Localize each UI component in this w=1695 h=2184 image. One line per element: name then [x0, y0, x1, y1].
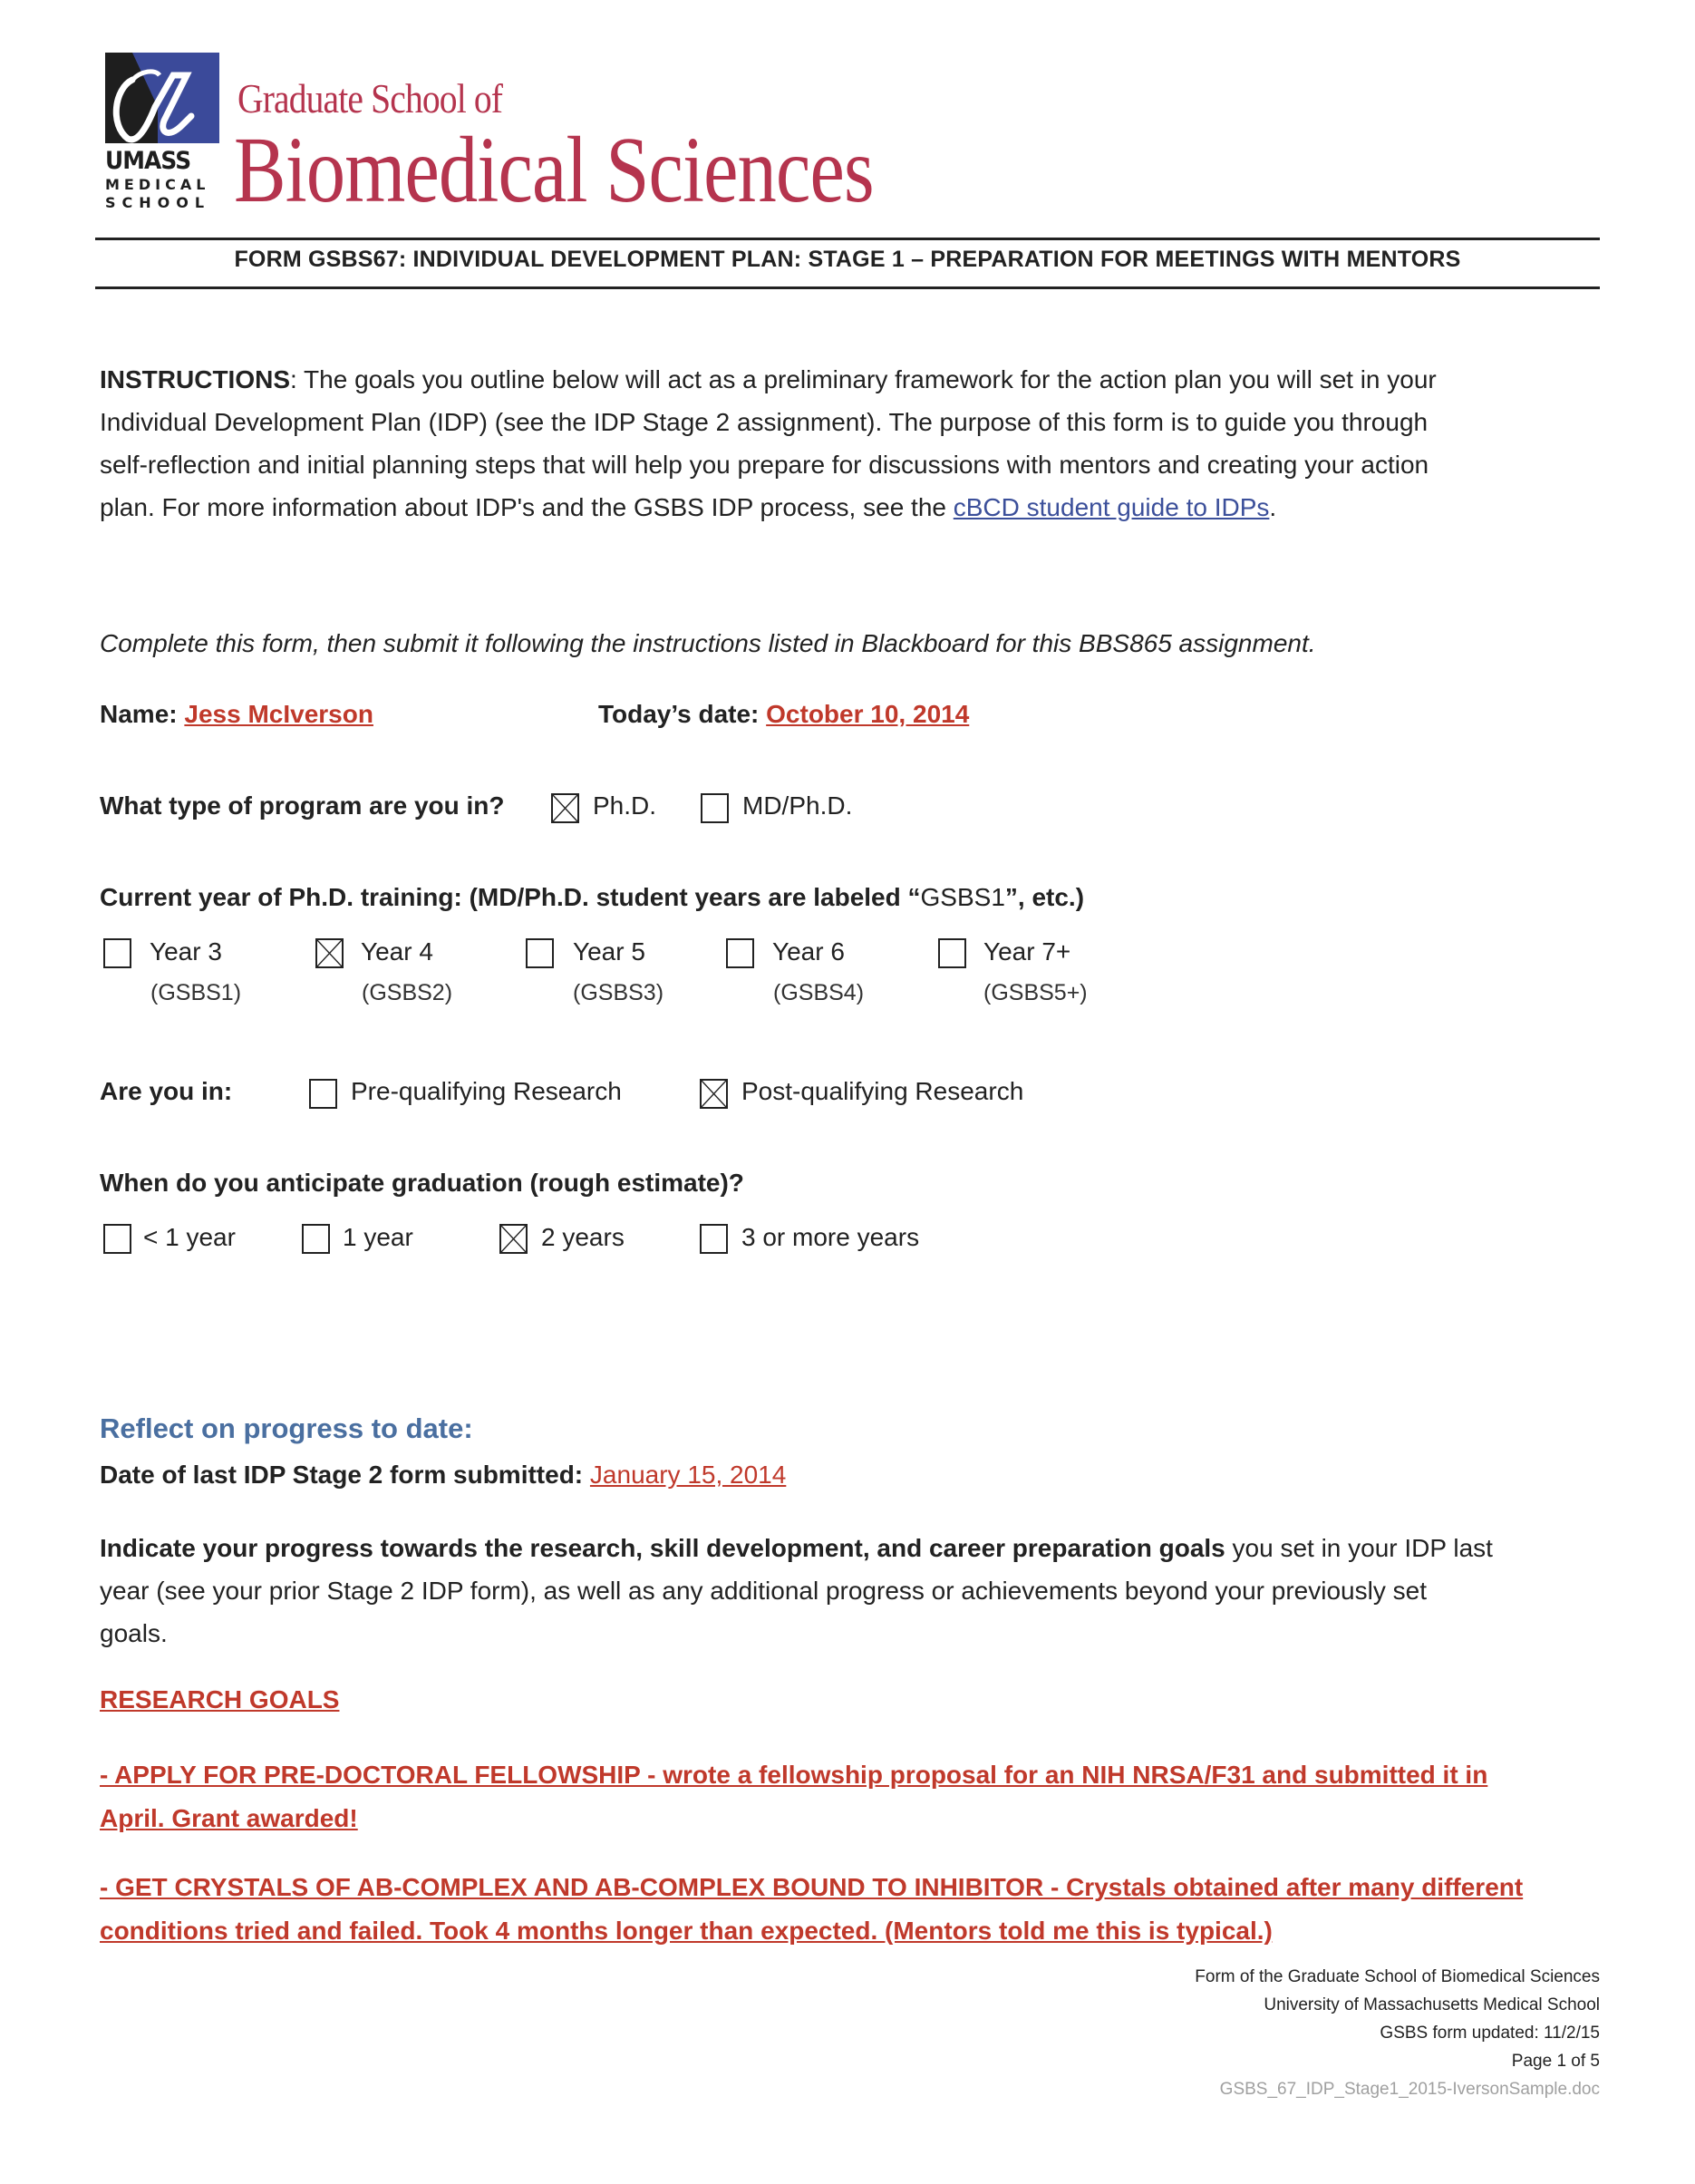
- cbcd-guide-link[interactable]: cBCD student guide to IDPs: [953, 493, 1270, 521]
- goal-1-line-2: April. Grant awarded!: [100, 1804, 358, 1832]
- indicate-bold-text: Indicate your progress towards the research, skill development, and career preparation goals: [100, 1534, 1225, 1562]
- year-question-end: ”, etc.): [1004, 883, 1085, 911]
- year-question: [100, 883, 1084, 912]
- submit-note: Complete this form, then submit it following the instructions listed in Blackboard for this BBS865 assignment.: [100, 629, 1316, 657]
- instructions-line-3: self-reflection and initial planning steps that will help you prepare for discussions with mentors and creating your action: [100, 451, 1429, 479]
- option-phd-label: Ph.D.: [593, 791, 657, 820]
- footer-line-1: Form of the Graduate School of Biomedical Sciences: [1195, 1967, 1600, 1986]
- year-5-sub: (GSBS3): [573, 980, 664, 1005]
- year-3-sub: (GSBS1): [150, 980, 242, 1005]
- post-qualifying-label: Post-qualifying Research: [741, 1077, 1024, 1105]
- check-x-icon: [553, 795, 577, 821]
- footer-page-number: Page 1 of 5: [1511, 2052, 1600, 2071]
- option-md-phd-label: MD/Ph.D.: [742, 791, 853, 820]
- year-3-label: Year 3: [150, 937, 222, 966]
- year-question-text: Current year of Ph.D. training: (MD/Ph.D. student years are labeled “: [100, 883, 921, 911]
- pre-qualifying-label: Pre-qualifying Research: [351, 1077, 622, 1105]
- grad-2-years-label: 2 years: [541, 1223, 625, 1251]
- year-4-label: Year 4: [361, 937, 433, 966]
- reflect-heading: Reflect on progress to date:: [100, 1412, 473, 1444]
- page-footer: [1195, 1963, 1600, 2103]
- instructions-text-4: plan. For more information about IDP's and the GSBS IDP process, see the: [100, 493, 954, 521]
- name-field: [100, 700, 373, 729]
- year-5-label: Year 5: [573, 937, 645, 966]
- footer-filename: GSBS_67_IDP_Stage1_2015-IversonSample.doc: [1219, 2080, 1600, 2099]
- instructions-period: .: [1269, 493, 1277, 521]
- instructions-label: INSTRUCTIONS: [100, 365, 290, 393]
- checkbox-phd[interactable]: [551, 793, 579, 823]
- research-goal-item[interactable]: [100, 1753, 1586, 1840]
- instructions-line-1: [100, 358, 1604, 401]
- checkbox-md-phd[interactable]: [701, 793, 729, 823]
- name-label: Name:: [100, 700, 178, 728]
- checkbox-year-7plus[interactable]: [938, 938, 966, 968]
- indicate-line-1: [100, 1527, 1604, 1569]
- last-idp-date-field: [100, 1461, 786, 1490]
- indicate-line-2: year (see your prior Stage 2 IDP form), as well as any additional progress or achievements beyond your previously set: [100, 1577, 1427, 1605]
- research-goal-item[interactable]: [100, 1866, 1586, 1953]
- logo-umass-text: UMASS: [105, 147, 191, 175]
- instructions-line-2: Individual Development Plan (IDP) (see the IDP Stage 2 assignment). The purpose of this form is to guide you through: [100, 408, 1429, 436]
- year-4-sub: (GSBS2): [362, 980, 453, 1005]
- header-rule-bottom: [95, 286, 1600, 289]
- date-value[interactable]: October 10, 2014: [766, 700, 970, 728]
- umass-medical-school-logo: [105, 53, 219, 210]
- brand-biomedical-sciences: Biomedical Sciences: [234, 118, 874, 222]
- checkbox-grad-3-plus-years[interactable]: [700, 1224, 728, 1254]
- year-6-sub: (GSBS4): [773, 980, 865, 1005]
- indicate-progress-block: [100, 1527, 1604, 1655]
- checkbox-year-5[interactable]: [526, 938, 554, 968]
- graduation-question: When do you anticipate graduation (rough estimate)?: [100, 1169, 744, 1197]
- program-question: What type of program are you in?: [100, 791, 505, 820]
- check-x-icon: [317, 940, 342, 966]
- footer-line-2: University of Massachusetts Medical School: [1264, 1995, 1600, 2014]
- checkbox-year-4[interactable]: [315, 938, 344, 968]
- year-7plus-sub: (GSBS5+): [983, 980, 1088, 1005]
- footer-line-3: GSBS form updated: 11/2/15: [1380, 2024, 1600, 2043]
- logo-medical-text: MEDICAL: [105, 176, 210, 193]
- indicate-text-1: you set in your IDP last: [1225, 1534, 1493, 1562]
- checkbox-pre-qualifying[interactable]: [309, 1079, 337, 1109]
- year-7plus-label: Year 7+: [983, 937, 1071, 966]
- name-value[interactable]: Jess McIverson: [184, 700, 373, 728]
- grad-3-plus-years-label: 3 or more years: [741, 1223, 920, 1251]
- checkbox-year-6[interactable]: [726, 938, 754, 968]
- umass-u-icon: [105, 53, 219, 143]
- brand-graduate-school: Graduate School of: [237, 75, 503, 121]
- last-idp-date-value[interactable]: January 15, 2014: [589, 1461, 787, 1489]
- goal-2-line-2: conditions tried and failed. Took 4 months longer than expected. (Mentors told me this is typical.): [100, 1917, 1273, 1945]
- checkbox-post-qualifying[interactable]: [700, 1079, 728, 1109]
- grad-1-year-label: 1 year: [343, 1223, 413, 1251]
- research-stage-question: Are you in:: [100, 1077, 233, 1105]
- check-x-icon: [501, 1226, 526, 1252]
- year-6-label: Year 6: [772, 937, 845, 966]
- form-title: FORM GSBS67: INDIVIDUAL DEVELOPMENT PLAN: STAGE 1 – PREPARATION FOR MEETINGS WITH MENTORS: [234, 247, 1461, 272]
- instructions-block: [100, 358, 1604, 529]
- header-rule-top: [95, 238, 1600, 240]
- logo-school-text: SCHOOL: [105, 194, 211, 211]
- checkbox-grad-2-years[interactable]: [499, 1224, 528, 1254]
- check-x-icon: [702, 1081, 726, 1107]
- indicate-line-3: goals.: [100, 1619, 168, 1647]
- instructions-line-4: [100, 486, 1604, 529]
- goal-1-line-1: - APPLY FOR PRE-DOCTORAL FELLOWSHIP - wrote a fellowship proposal for an NIH NRSA/F31 and submitted it in: [100, 1761, 1488, 1789]
- checkbox-grad-1-year[interactable]: [302, 1224, 330, 1254]
- year-question-gsbs: GSBS1: [920, 883, 1005, 911]
- grad-lt-1-year-label: < 1 year: [143, 1223, 236, 1251]
- checkbox-year-3[interactable]: [103, 938, 131, 968]
- checkbox-grad-lt-1-year[interactable]: [103, 1224, 131, 1254]
- research-goals-title: RESEARCH GOALS: [100, 1685, 340, 1713]
- date-field: [598, 700, 969, 729]
- date-label: Today’s date:: [598, 700, 760, 728]
- instructions-text-1: : The goals you outline below will act as a preliminary framework for the action plan you will set in your: [290, 365, 1437, 393]
- goal-2-line-1: - GET CRYSTALS OF AB-COMPLEX AND AB-COMPLEX BOUND TO INHIBITOR - Crystals obtained after many different: [100, 1873, 1524, 1901]
- last-idp-date-label: Date of last IDP Stage 2 form submitted:: [100, 1461, 584, 1489]
